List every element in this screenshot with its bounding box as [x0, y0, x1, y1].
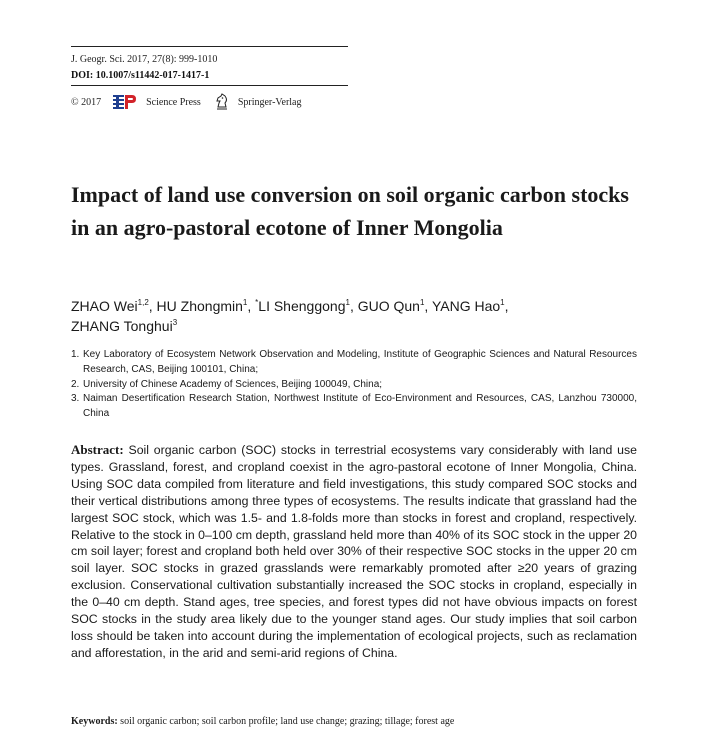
author: YANG Hao$^1$,	[431, 298, 509, 314]
copyright: © 2017	[71, 96, 102, 108]
author: ZHAO Wei$^{1,2}$,	[71, 298, 157, 314]
author: ZHANG Tonghui$^3$	[71, 318, 178, 334]
author: HU Zhongmin$^1$,	[156, 298, 256, 314]
publisher-science-press: Science Press	[146, 96, 201, 108]
affiliation-item: 1. Key Laboratory of Ecosystem Network Observation and Modeling, Institute of Geographic Sciences and Natural Resources Research, CAS, Beijing 100101, China;	[71, 349, 637, 375]
affiliation-list	[71, 348, 637, 422]
abstract-label: Abstract:	[71, 442, 124, 457]
abstract	[71, 442, 637, 662]
science-press-logo-icon	[113, 94, 137, 110]
keywords-label: Keywords:	[71, 716, 118, 727]
publisher-row	[71, 92, 302, 112]
author-list	[71, 296, 631, 336]
affiliation-item: 2. University of Chinese Academy of Sciences, Beijing 100049, China;	[71, 378, 383, 390]
corresponding-author: *LI Shenggong$^1$,	[255, 298, 358, 314]
author: GUO Qun$^1$,	[357, 298, 432, 314]
header-top-rule	[71, 46, 348, 47]
keywords-text: soil organic carbon; soil carbon profile; land use change; grazing; tillage; forest age	[120, 716, 455, 727]
publisher-springer: Springer-Verlag	[237, 96, 302, 108]
keywords	[71, 716, 637, 727]
doi[interactable]: DOI: 10.1007/s11442-017-1417-1	[71, 70, 210, 81]
abstract-text: Soil organic carbon (SOC) stocks in terrestrial ecosystems vary considerably with land use types. Grassland, forest, and cropland coexist in the agro-pastoral ecotone of Inner Mongolia, China. Using SOC data compiled from literature and field investigations, this study compared SOC stocks and their vertical distributions among three types of ecosystems. The results indicate that grassland had the largest SOC stock, which was 1.5- and 1.8-folds more than stocks in forest and cropland, respectively. Relative to the stock in 0–100 cm depth, grassland held more than 40% of its SOC stock in the upper 20 cm soil layer; forest and cropland both held over 30% of their respective SOC stocks in the upper 20 cm soil layer. SOC stocks in grazed grasslands were remarkably promoted after ≥20 years of grazing exclusion. Conservational cultivation substantially increased the SOC stocks in cropland, especially in the 0–40 cm depth. Stand ages, tree species, and forest types did not have obvious impacts on forest SOC stocks in the study area likely due to the younger stand ages. Our study implies that soil carbon loss should be taken into account during the implementation of ecological projects, such as reclamation and afforestation, in the arid and semi-arid regions of China.	[71, 443, 637, 660]
affiliation-item: 3. Naiman Desertification Research Station, Northwest Institute of Eco-Environment and Resources, CAS, Lanzhou 730000, China	[71, 393, 637, 420]
springer-chess-knight-icon	[214, 93, 230, 111]
article-title: Impact of land use conversion on soil organic carbon stocks in an agro-pastoral ecotone of Inner Mongolia	[71, 182, 629, 240]
header-bottom-rule	[71, 85, 348, 86]
journal-reference: J. Geogr. Sci. 2017, 27(8): 999-1010	[71, 54, 218, 65]
